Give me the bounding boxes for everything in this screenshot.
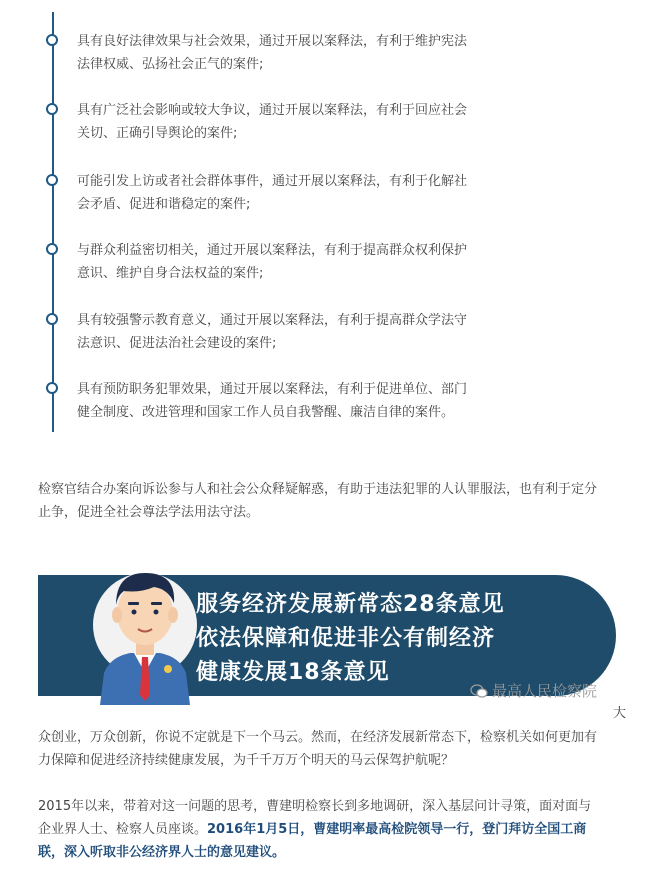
timeline-item-text: 具有广泛社会影响或较大争议，通过开展以案释法，有利于回应社会 关切、正确引导舆论的案件; <box>77 103 468 141</box>
intro-paragraph: 检察官结合办案向诉讼参与人和社会公众释疑解惑，有助于违法犯罪的人认罪服法，也有利于定分 止争，促进全社会尊法学法用法守法。 <box>38 482 598 520</box>
policy-banner <box>38 545 620 720</box>
timeline-item-text: 具有预防职务犯罪效果，通过开展以案释法，有利于促进单位、部门 健全制度、改进管理和国家工作人员自我警醒、廉洁自律的案件。 <box>77 382 468 420</box>
timeline-item-text: 具有较强警示教育意义，通过开展以案释法，有利于提高群众学法守 法意识、促进法治社会建设的案件; <box>77 313 468 351</box>
timeline-item <box>0 239 600 299</box>
timeline-dot-icon <box>46 34 58 46</box>
timeline-item <box>0 30 600 90</box>
timeline-item <box>0 170 600 230</box>
timeline-dot-icon <box>46 313 58 325</box>
banner-title-line-1: 服务经济发展新常态28条意见 <box>196 592 505 617</box>
plain-text: 企业界人士、检察人员座谈。 <box>38 822 208 837</box>
timeline-item-text: 可能引发上访或者社会群体事件，通过开展以案释法，有利于化解社 会矛盾、促进和谐稳定的案件; <box>77 174 468 212</box>
timeline-dot-icon <box>46 243 58 255</box>
timeline-item-text: 具有良好法律效果与社会效果，通过开展以案释法，有利于维护宪法 法律权威、弘扬社会正气的案件; <box>77 34 468 72</box>
timeline-dot-icon <box>46 174 58 186</box>
banner-title-line-2: 依法保障和促进非公有制经济 <box>196 626 496 651</box>
body-paragraph-2: 2015年以来，带着对这一问题的思考，曹建明检察长到多地调研，深入基层问计寻策，面对面与 企业界人士、检察人员座谈。2016年1月5日，曹建明率最高检院领导一行，登门拜访全国工商 联，深入听取非公经济界人士的意见建议。 <box>38 795 650 864</box>
watermark <box>470 680 597 701</box>
timeline-item <box>0 378 600 438</box>
case-criteria-timeline <box>0 0 664 432</box>
body-paragraph-1: 众创业，万众创新，你说不定就是下一个马云。然而，在经济发展新常态下，检察机关如何更加有 力保障和促进经济持续健康发展，为千千万万个明天的马云保驾护航呢？ <box>38 730 598 768</box>
highlight-text: 2016年1月5日，曹建明率最高检院领导一行，登门拜访全国工商 <box>207 822 587 837</box>
timeline-item <box>0 309 600 369</box>
timeline-dot-icon <box>46 382 58 394</box>
timeline-item-text: 与群众利益密切相关，通过开展以案释法，有利于提高群众权利保护 意识、维护自身合法权益的案件; <box>77 243 468 281</box>
dropcap-char: 大 <box>613 706 627 721</box>
banner-title-line-3: 健康发展18条意见 <box>196 660 390 685</box>
timeline-item <box>0 99 600 159</box>
timeline-dot-icon <box>46 103 58 115</box>
wechat-icon <box>470 684 488 698</box>
highlight-text: 联，深入听取非公经济界人士的意见建议。 <box>38 845 286 860</box>
prosecutor-avatar-icon <box>90 545 200 705</box>
watermark-text: 最高人民检察院 <box>492 682 598 700</box>
